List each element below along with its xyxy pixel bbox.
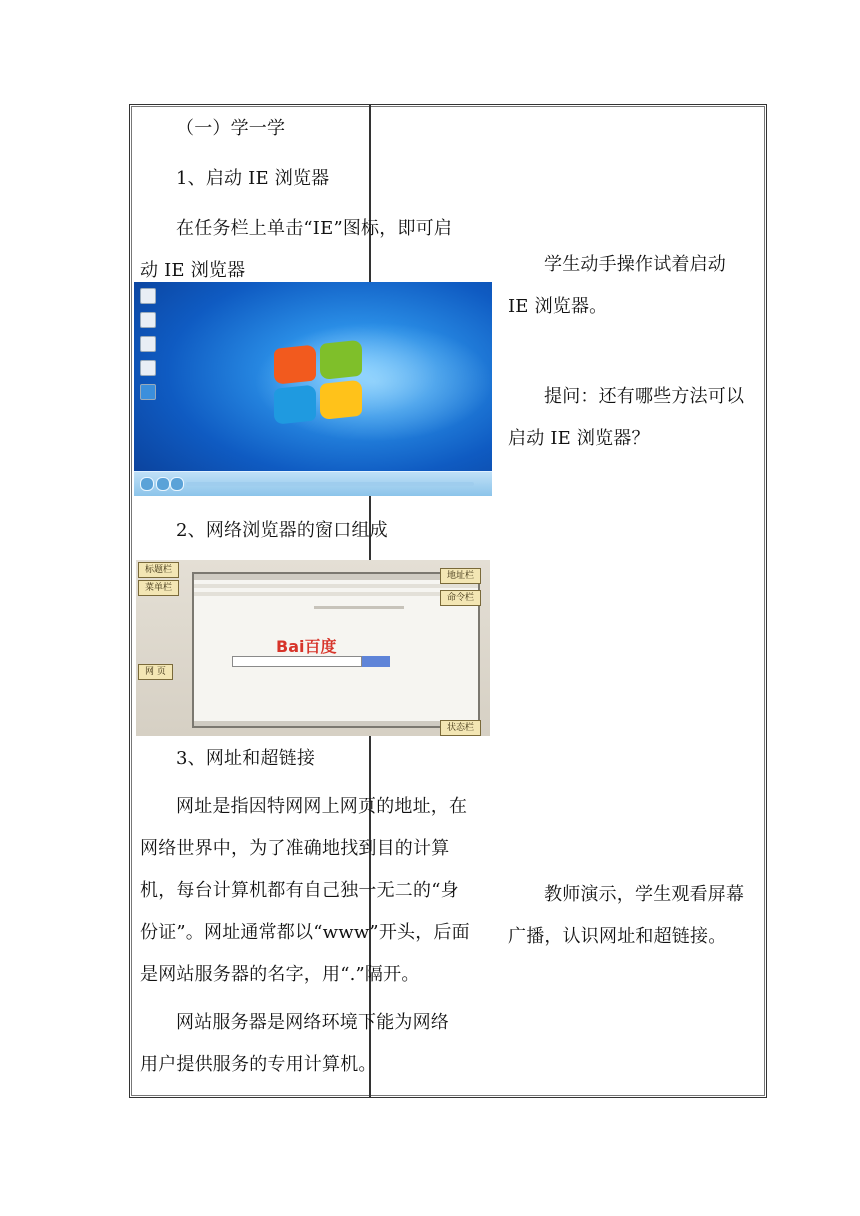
control-panel-icon xyxy=(140,336,156,352)
ie-nav-links xyxy=(314,606,404,609)
right-block-2 xyxy=(508,378,760,458)
section1-title: 1、启动 IE 浏览器 xyxy=(176,168,330,189)
baidu-logo: Bai百度 xyxy=(276,637,337,656)
right-block3-line1: 教师演示，学生观看屏幕 xyxy=(544,884,745,905)
windows-logo-icon xyxy=(274,339,366,427)
para2-line2: 用户提供服务的专用计算机。 xyxy=(140,1054,377,1075)
para1-line3: 机，每台计算机都有自己独一无二的“身 xyxy=(140,880,459,901)
label-menu-bar: 菜单栏 xyxy=(138,580,179,596)
para1-line4: 份证”。网址通常都以“www”开头，后面 xyxy=(140,922,470,943)
section1-text-line1: 在任务栏上单击“IE”图标，即可启 xyxy=(176,218,453,239)
ie-address-strip xyxy=(194,592,478,596)
right-block-3 xyxy=(508,876,760,956)
right-block1-line1: 学生动手操作试着启动 xyxy=(544,254,726,275)
network-icon xyxy=(140,312,156,328)
section3-title: 3、网址和超链接 xyxy=(176,748,316,769)
right-block2-line2: 启动 IE 浏览器？ xyxy=(508,428,650,449)
recycle-bin-icon xyxy=(140,360,156,376)
ie-icon xyxy=(140,384,156,400)
label-command-bar: 命令栏 xyxy=(440,590,481,606)
right-block3-line2: 广播，认识网址和超链接。 xyxy=(508,926,727,947)
ie-status-strip xyxy=(194,721,478,726)
start-button-icon xyxy=(140,477,154,491)
ie-menu-strip xyxy=(194,584,478,588)
section-heading: （一）学一学 xyxy=(176,118,286,139)
label-title-bar: 标题栏 xyxy=(138,562,179,578)
left-column-section2 xyxy=(140,512,492,550)
para1-line5: 是网站服务器的名字，用“.”隔开。 xyxy=(140,964,420,985)
section2-title: 2、网络浏览器的窗口组成 xyxy=(176,520,388,541)
baidu-search-box xyxy=(232,656,362,667)
right-block-1 xyxy=(508,246,760,326)
ie-title-strip xyxy=(194,574,478,580)
taskbar-strip xyxy=(186,482,474,486)
section1-text-line2: 动 IE 浏览器 xyxy=(140,260,246,281)
left-column xyxy=(140,104,492,290)
label-status-bar: 状态栏 xyxy=(440,720,481,736)
baidu-search-button xyxy=(362,656,390,667)
para1-line2: 网络世界中，为了准确地找到目的计算 xyxy=(140,838,450,859)
taskbar-ie-icon xyxy=(156,477,170,491)
ie-window-diagram-image xyxy=(136,560,490,736)
computer-icon xyxy=(140,288,156,304)
taskbar-folder-icon xyxy=(170,477,184,491)
taskbar xyxy=(134,471,492,496)
right-block1-line2: IE 浏览器。 xyxy=(508,296,608,317)
label-address-bar: 地址栏 xyxy=(440,568,481,584)
windows7-desktop-image xyxy=(134,282,492,496)
para1-line1: 网址是指因特网网上网页的地址，在 xyxy=(176,796,468,817)
right-block2-line1: 提问：还有哪些方法可以 xyxy=(544,386,745,407)
para2-line1: 网站服务器是网络环境下能为网络 xyxy=(176,1012,449,1033)
label-web-page: 网 页 xyxy=(138,664,173,680)
left-column-section3 xyxy=(140,740,492,1084)
